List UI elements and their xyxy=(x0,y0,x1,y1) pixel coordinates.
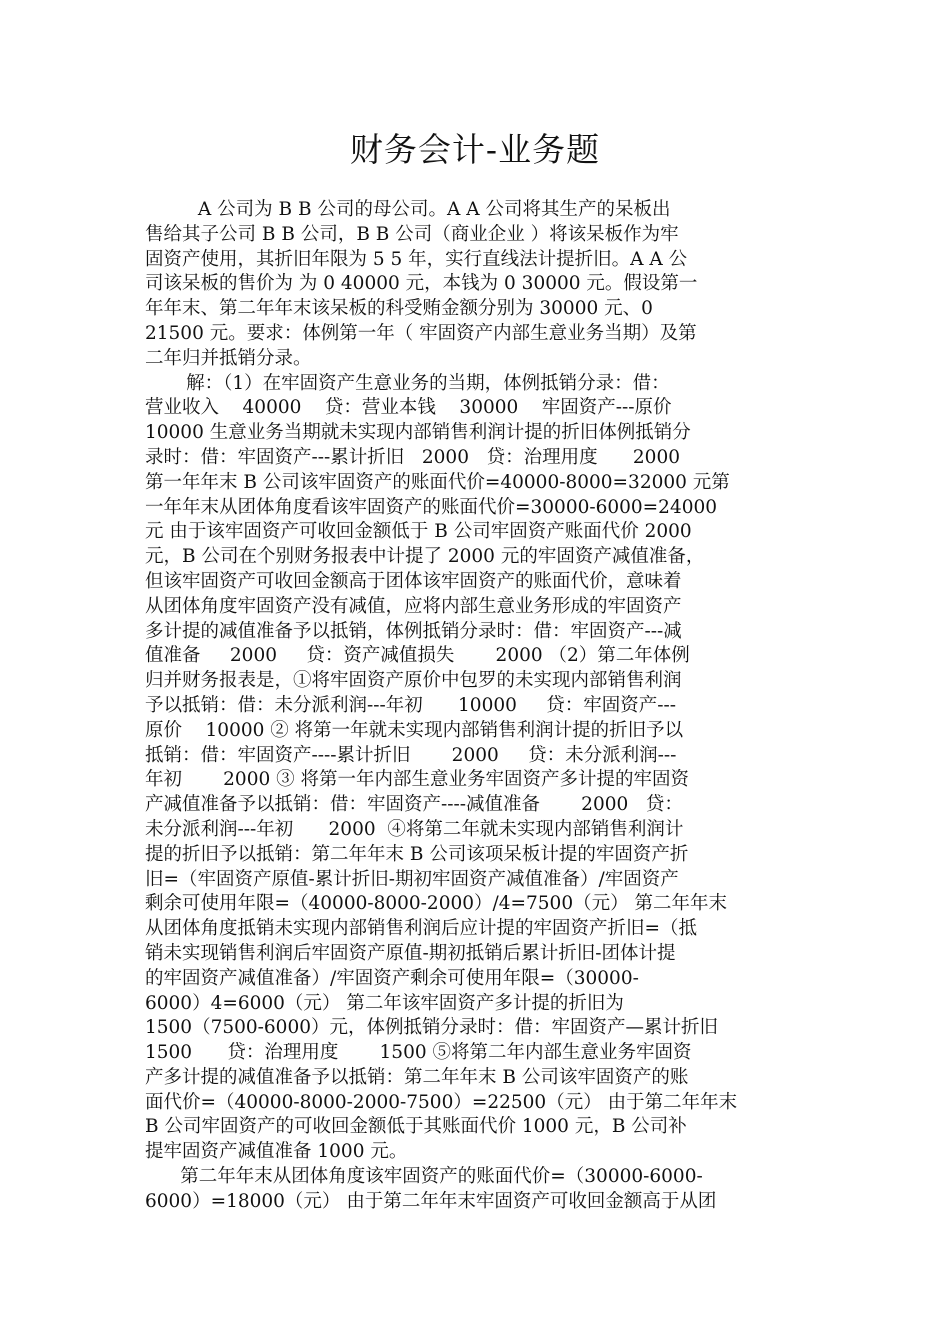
text-line: 旧=（牢固资产原值-累计折旧-期初牢固资产减值准备）/牢固资产 xyxy=(145,868,679,890)
text-line: 从团体角度牢固资产没有减值，应将内部生意业务形成的牢固资产 xyxy=(145,595,682,617)
text-line: 年年末、第二年年末该呆板的科受贿金额分别为 30000 元、0 xyxy=(145,298,653,320)
text-line: 予以抵销：借：未分派利润---年初 10000 贷：牢固资产--- xyxy=(145,694,677,716)
text-line: 6000）4=6000（元） 第二年该牢固资产多计提的折旧为 xyxy=(145,992,624,1014)
text-line: 10000 生意业务当期就未实现内部销售利润计提的折旧体例抵销分 xyxy=(145,422,691,444)
text-line: 二年归并抵销分录。 xyxy=(145,347,312,369)
text-line: 提的折旧予以抵销：第二年年末 B 公司该项呆板计提的牢固资产折 xyxy=(145,843,689,865)
text-line: B 公司牢固资产的可收回金额低于其账面代价 1000 元，B 公司补 xyxy=(145,1116,687,1138)
text-line: 销未实现销售利润后牢固资产原值-期初抵销后累计折旧-团体计提 xyxy=(145,942,676,964)
text-line: 固资产使用，其折旧年限为 5 5 年，实行直线法计提折旧。A A 公 xyxy=(145,248,688,270)
text-line: 未分派利润---年初 2000 ④将第二年就未实现内部销售利润计 xyxy=(145,818,684,840)
text-line: 剩余可使用年限=（40000-8000-2000）/4=7500（元） 第二年年末 xyxy=(145,893,727,915)
text-line: 多计提的减值准备予以抵销，体例抵销分录时：借：牢固资产---减 xyxy=(145,620,682,642)
text-line: 售给其子公司 B B 公司，B B 公司（商业企业 ）将该呆板作为牢 xyxy=(145,223,679,245)
text-line: 一年年末从团体角度看该牢固资产的账面代价=30000-6000=24000 xyxy=(145,496,718,518)
text-line: 值准备 2000 贷：资产减值损失 2000 （2）第二年体例 xyxy=(145,645,690,667)
text-line: 面代价=（40000-8000-2000-7500）=22500（元） 由于第二年年末 xyxy=(145,1091,738,1113)
text-line: 6000）=18000（元） 由于第二年年末牢固资产可收回金额高于从团 xyxy=(145,1190,717,1212)
text-line: 从团体角度抵销未实现内部销售利润后应计提的牢固资产折旧=（抵 xyxy=(145,918,698,940)
text-line: 归并财务报表是，①将牢固资产原价中包罗的未实现内部销售利润 xyxy=(145,670,682,692)
text-line: A 公司为 B B 公司的母公司。A A 公司将其生产的呆板出 xyxy=(145,199,671,220)
text-line: 抵销：借：牢固资产----累计折旧 2000 贷：未分派利润--- xyxy=(145,744,677,766)
text-line: 的牢固资产减值准备）/牢固资产剩余可使用年限=（30000- xyxy=(145,967,639,989)
text-line: 1500 贷：治理用度 1500 ⑤将第二年内部生意业务牢固资 xyxy=(145,1042,692,1064)
text-line: 第一年年末 B 公司该牢固资产的账面代价=40000-8000=32000 元第 xyxy=(145,471,730,493)
text-line: 1500（7500-6000）元，体例抵销分录时：借：牢固资产—累计折旧 xyxy=(145,1017,718,1039)
text-line: 解：（1）在牢固资产生意业务的当期，体例抵销分录：借： xyxy=(145,372,670,394)
text-line: 第二年年末从团体角度该牢固资产的账面代价=（30000-6000- xyxy=(145,1166,703,1188)
text-line: 年初 2000 ③ 将第一年内部生意业务牢固资产多计提的牢固资 xyxy=(145,769,690,791)
text-line: 元 由于该牢固资产可收回金额低于 B 公司牢固资产账面代价 2000 xyxy=(145,521,692,543)
text-line: 但该牢固资产可收回金额高于团体该牢固资产的账面代价，意味着 xyxy=(145,570,682,592)
text-line: 21500 元。要求：体例第一年（ 牢固资产内部生意业务当期）及第 xyxy=(145,322,697,344)
text-line: 司该呆板的售价为 为 0 40000 元，本钱为 0 30000 元。假设第一 xyxy=(145,273,698,295)
document-title: 财务会计-业务题 xyxy=(349,130,601,169)
text-line: 元，B 公司在个别财务报表中计提了 2000 元的牢固资产减值准备， xyxy=(145,546,705,568)
text-line: 录时：借：牢固资产---累计折旧 2000 贷：治理用度 2000 xyxy=(145,446,680,468)
text-line: 原价 10000 ② 将第一年就未实现内部销售利润计提的折旧予以 xyxy=(145,719,684,741)
text-line: 提牢固资产减值准备 1000 元。 xyxy=(145,1141,408,1163)
text-line: 产多计提的减值准备予以抵销：第二年年末 B 公司该牢固资产的账 xyxy=(145,1066,689,1088)
document-body xyxy=(145,198,805,1215)
text-line: 产减值准备予以抵销：借：牢固资产----减值准备 2000 贷： xyxy=(145,794,683,816)
text-line: 营业收入 40000 贷：营业本钱 30000 牢固资产---原价 xyxy=(145,397,672,419)
